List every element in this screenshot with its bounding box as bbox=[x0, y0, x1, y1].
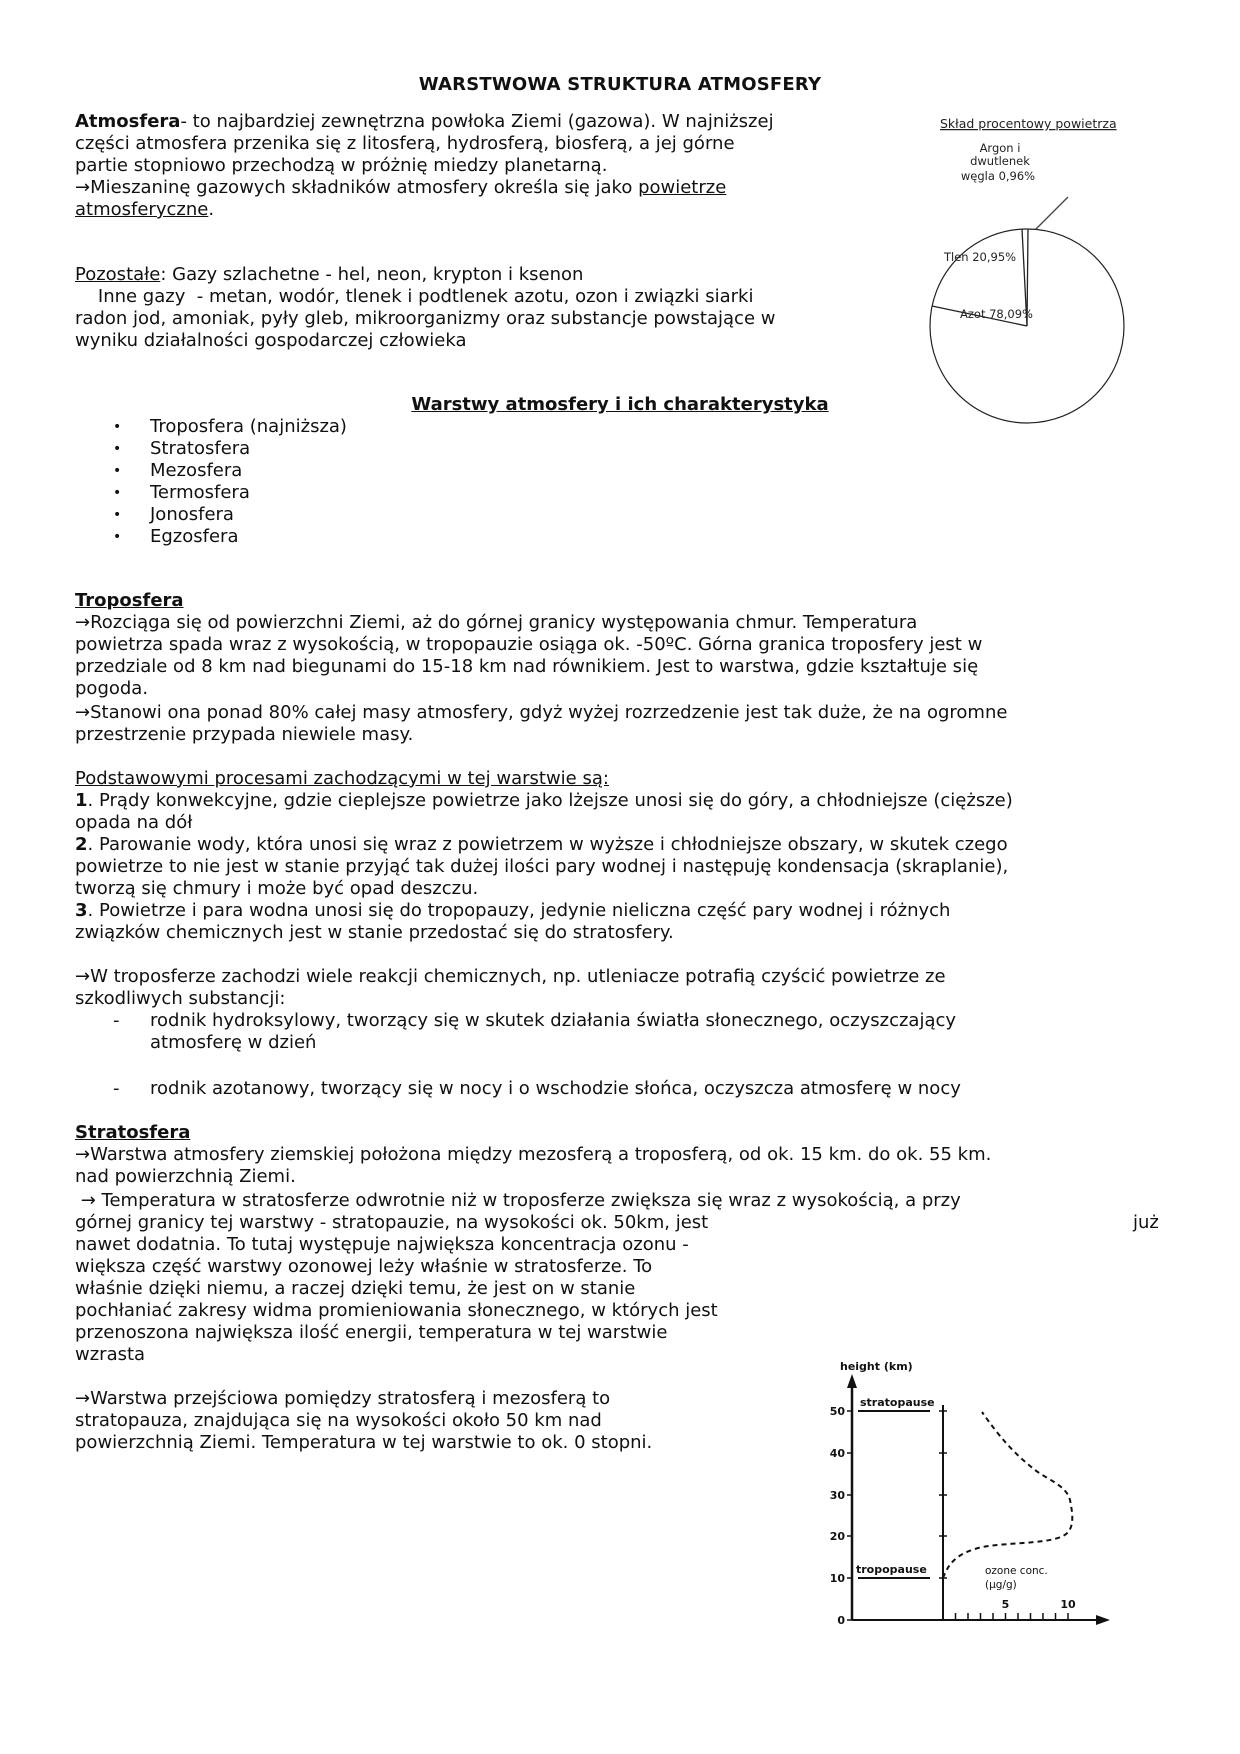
intro-line-2: części atmosfera przenika się z litosferą, hydrosferą, biosferą, a jej górne bbox=[75, 133, 735, 154]
x-axis-arrow-icon bbox=[1096, 1615, 1110, 1625]
process-1-line-2: opada na dół bbox=[75, 812, 193, 833]
ozone-profile-chart bbox=[830, 1350, 1120, 1635]
x-axis-label-1: ozone conc. bbox=[985, 1565, 1048, 1577]
stratosfera-line: → Temperatura w stratosferze odwrotnie niż w troposferze zwiększa się wraz z wysokością, a przy bbox=[75, 1190, 961, 1211]
intro-line-4: →Mieszaninę gazowych składników atmosfery określa się jako powietrze bbox=[75, 177, 727, 198]
radical-item: rodnik hydroksylowy, tworzący się w skutek działania światła słonecznego, oczyszczający bbox=[150, 1010, 957, 1031]
dash-bullet-icon: - bbox=[113, 1078, 120, 1099]
layers-list-item: Egzosfera bbox=[150, 526, 239, 547]
troposfera-line: →Rozciąga się od powierzchni Ziemi, aż do górnej granicy występowania chmur. Temperatura bbox=[75, 612, 918, 633]
stratosfera-line: wzrasta bbox=[75, 1344, 146, 1365]
stratosfera-line: pochłaniać zakresy widma promieniowania słonecznego, w których jest bbox=[75, 1300, 718, 1321]
layers-list-item: Mezosfera bbox=[150, 460, 243, 481]
troposfera-line: powietrza spada wraz z wysokością, w tropopauzie osiąga ok. -50ºC. Górna granica troposfery jest w bbox=[75, 634, 983, 655]
intro-line-3: partie stopniowo przechodzą w próżnię miedzy planetarną. bbox=[75, 155, 608, 176]
x-ticks bbox=[956, 1613, 1069, 1620]
layers-list-item: Stratosfera bbox=[150, 438, 251, 459]
stratopause-line: →Warstwa przejściowa pomiędzy stratosferą i mezosferą to bbox=[75, 1388, 611, 1409]
troposfera-line: przedziale od 8 km nad biegunami do 15-18 km nad równikiem. Jest to warstwa, gdzie kształtuje się bbox=[75, 656, 979, 677]
layers-list-item: Troposfera (najniższa) bbox=[150, 416, 347, 437]
y-tick-label: 40 bbox=[830, 1447, 845, 1460]
process-number: 1 bbox=[75, 790, 88, 811]
y-tick-label: 50 bbox=[830, 1405, 845, 1418]
troposfera-heading: Troposfera bbox=[75, 590, 184, 611]
pie-label-tlen: Tlen 20,95% bbox=[944, 250, 1017, 264]
stratosfera-line: przenoszona największa ilość energii, temperatura w tej warstwie bbox=[75, 1322, 668, 1343]
troposfera-line: przestrzenie przypada niewiele masy. bbox=[75, 724, 414, 745]
reactions-line: →W troposferze zachodzi wiele reakcji chemicznych, np. utleniacze potrafią czyścić powietrze ze bbox=[75, 966, 946, 987]
others-line-2: Inne gazy - metan, wodór, tlenek i podtlenek azotu, ozon i związki siarki bbox=[75, 286, 754, 307]
y-axis-arrow-icon bbox=[847, 1374, 857, 1388]
dash-bullet-icon: - bbox=[113, 1010, 120, 1031]
others-line-4: wyniku działalności gospodarczej człowieka bbox=[75, 330, 467, 351]
others-line-3: radon jod, amoniak, pyły gleb, mikroorganizmy oraz substancje powstające w bbox=[75, 308, 776, 329]
page-title: WARSTWOWA STRUKTURA ATMOSFERY bbox=[418, 74, 822, 95]
stratosfera-line: nawet dodatnia. To tutaj występuje największa koncentracja ozonu - bbox=[75, 1234, 689, 1255]
stratosfera-line: →Warstwa atmosfery ziemskiej położona między mezosferą a troposferą, od ok. 15 km. do ok. 55 km. bbox=[75, 1144, 992, 1165]
radical-item: rodnik azotanowy, tworzący się w nocy i o wschodzie słońca, oczyszcza atmosferę w nocy bbox=[150, 1078, 961, 1099]
reactions-line: szkodliwych substancji: bbox=[75, 988, 286, 1009]
bullet-icon: • bbox=[113, 485, 122, 501]
term-atmosferyczne: atmosferyczne bbox=[75, 199, 209, 220]
stratopause-label: stratopause bbox=[860, 1396, 935, 1409]
troposfera-line: pogoda. bbox=[75, 678, 149, 699]
stratosfera-line: nad powierzchnią Ziemi. bbox=[75, 1166, 296, 1187]
layers-list-item: Termosfera bbox=[150, 482, 250, 503]
bullet-icon: • bbox=[113, 507, 122, 523]
bullet-icon: • bbox=[113, 419, 122, 435]
pie-annotation-1: Argon i bbox=[979, 141, 1021, 155]
layers-heading: Warstwy atmosfery i ich charakterystyka bbox=[411, 394, 829, 415]
ozone-curve bbox=[943, 1412, 1072, 1578]
intro-line-1: Atmosfera- to najbardziej zewnętrzna powłoka Ziemi (gazowa). W najniższej bbox=[75, 111, 774, 132]
processes-heading: Podstawowymi procesami zachodzącymi w tej warstwie są: bbox=[75, 768, 609, 789]
process-number: 2 bbox=[75, 834, 88, 855]
process-2-line-2: powietrze to nie jest w stanie przyjąć tak dużej ilości pary wodnej i następuję kondensacja (skraplanie), bbox=[75, 856, 1009, 877]
x-axis-label-2: (µg/g) bbox=[985, 1579, 1017, 1591]
intro-line-5: atmosferyczne. bbox=[75, 199, 215, 220]
ozone-chart-svg bbox=[830, 1350, 1120, 1635]
y-axis-label: height (km) bbox=[840, 1360, 913, 1373]
process-2-line-1: 2. Parowanie wody, która unosi się wraz z powietrzem w wyższe i chłodniejsze obszary, w skutek czego bbox=[75, 834, 1008, 855]
process-3-line-1: 3. Powietrze i para wodna unosi się do tropopauzy, jedynie nieliczna część pary wodnej i różnych bbox=[75, 900, 951, 921]
pie-annotation-3: węgla 0,96% bbox=[960, 169, 1036, 183]
x-tick-label: 5 bbox=[1001, 1598, 1010, 1611]
bullet-icon: • bbox=[113, 463, 122, 479]
y-tick-label: 10 bbox=[830, 1572, 845, 1585]
y-tick-label: 30 bbox=[830, 1489, 845, 1502]
tropopause-label: tropopause bbox=[856, 1563, 927, 1576]
y-tick-label: 20 bbox=[830, 1530, 845, 1543]
troposfera-line: →Stanowi ona ponad 80% całej masy atmosfery, gdyż wyżej rozrzedzenie jest tak duże, że na ogromne bbox=[75, 702, 1008, 723]
pie-annotation-2: dwutlenek bbox=[970, 154, 1030, 168]
process-3-line-2: związków chemicznych jest w stanie przedostać się do stratosfery. bbox=[75, 922, 674, 943]
bullet-icon: • bbox=[113, 441, 122, 457]
radical-item-cont: atmosferę w dzień bbox=[150, 1032, 317, 1053]
others-label: Pozostałe bbox=[75, 264, 161, 285]
stratosfera-heading: Stratosfera bbox=[75, 1122, 191, 1143]
stratopause-line: stratopauza, znajdująca się na wysokości około 50 km nad bbox=[75, 1410, 602, 1431]
x-tick-label: 10 bbox=[1060, 1598, 1076, 1611]
intro-term: Atmosfera bbox=[75, 111, 181, 132]
others-line-1: Pozostałe: Gazy szlachetne - hel, neon, krypton i ksenon bbox=[75, 264, 584, 285]
term-powietrze: powietrze bbox=[638, 177, 727, 198]
stratosfera-line: górnej granicy tej warstwy - stratopauzie, na wysokości ok. 50km, jest bbox=[75, 1212, 709, 1233]
dangling-word: już bbox=[1133, 1212, 1159, 1233]
stratopause-line: powierzchnią Ziemi. Temperatura w tej warstwie to ok. 0 stopni. bbox=[75, 1432, 653, 1453]
bullet-icon: • bbox=[113, 529, 122, 545]
pie-chart-svg bbox=[820, 110, 1140, 430]
layers-list-item: Jonosfera bbox=[150, 504, 234, 525]
stratosfera-line: większa część warstwy ozonowej leży właśnie w stratosferze. To bbox=[75, 1256, 653, 1277]
air-composition-pie-chart bbox=[820, 110, 1140, 430]
y-tick-label: 0 bbox=[837, 1614, 845, 1627]
pie-label-azot: Azot 78,09% bbox=[960, 307, 1033, 321]
pie-title: Skład procentowy powietrza bbox=[940, 116, 1117, 131]
process-number: 3 bbox=[75, 900, 88, 921]
process-2-line-3: tworzą się chmury i może być opad deszczu. bbox=[75, 878, 479, 899]
process-1-line-1: 1. Prądy konwekcyjne, gdzie cieplejsze powietrze jako lżejsze unosi się do góry, a chłodniejsze (cięższe) bbox=[75, 790, 1013, 811]
stratosfera-line: właśnie dzięki niemu, a raczej dzięki temu, że jest on w stanie bbox=[75, 1278, 636, 1299]
